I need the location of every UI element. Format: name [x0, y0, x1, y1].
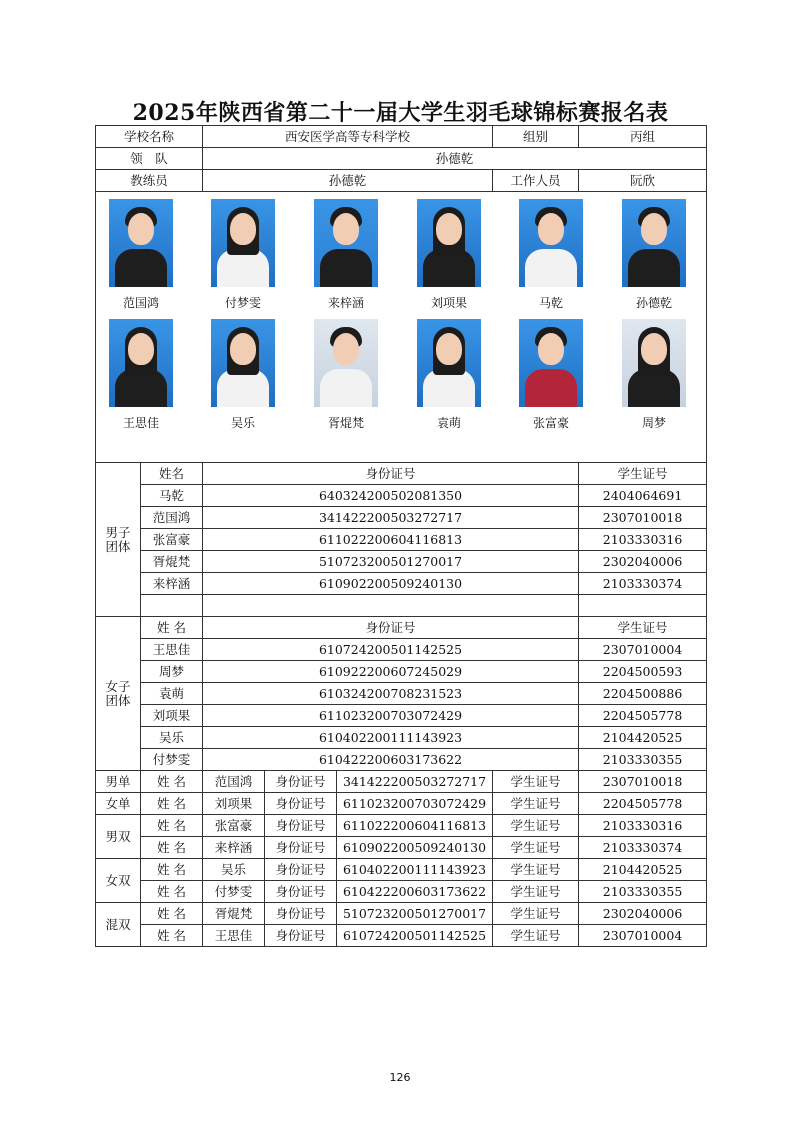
event-row	[96, 815, 707, 837]
sid-label: 学生证号	[493, 925, 579, 947]
event-id: 341422200503272717	[337, 771, 493, 793]
event-label: 女双	[96, 859, 141, 903]
women-team-header-row	[96, 617, 707, 639]
women-id: 610402200111143923	[203, 727, 579, 749]
event-label: 女单	[96, 793, 141, 815]
id-label: 身份证号	[265, 903, 337, 925]
table-row	[96, 485, 707, 507]
women-sid: 2204500886	[579, 683, 707, 705]
registration-table	[95, 125, 707, 947]
event-sid: 2307010018	[579, 771, 707, 793]
event-sid: 2204505778	[579, 793, 707, 815]
event-row	[96, 837, 707, 859]
photo-grid	[96, 192, 707, 462]
women-name: 王思佳	[141, 639, 203, 661]
portrait-photo	[622, 319, 686, 407]
events-section	[96, 771, 707, 947]
photo-card	[101, 319, 181, 430]
event-id: 610902200509240130	[337, 837, 493, 859]
men-name: 马乾	[141, 485, 203, 507]
table-row	[96, 507, 707, 529]
photo-name: 范国鸿	[122, 296, 159, 310]
photo-card	[614, 319, 694, 430]
name-label: 姓 名	[141, 859, 203, 881]
men-sid: 2302040006	[579, 551, 707, 573]
men-name: 张富豪	[141, 529, 203, 551]
men-id: 510723200501270017	[203, 551, 579, 573]
table-row	[96, 683, 707, 705]
event-name: 胥焜梵	[203, 903, 265, 925]
sid-label: 学生证号	[493, 881, 579, 903]
table-row	[96, 551, 707, 573]
portrait-photo	[211, 199, 275, 287]
table-row	[96, 749, 707, 771]
portrait-photo	[519, 199, 583, 287]
portrait-photo	[109, 319, 173, 407]
event-sid: 2302040006	[579, 903, 707, 925]
portrait-photo	[211, 319, 275, 407]
women-id: 610324200708231523	[203, 683, 579, 705]
portrait-photo	[109, 199, 173, 287]
table-row	[96, 661, 707, 683]
school-value: 西安医学高等专科学校	[203, 126, 493, 148]
portrait-photo	[519, 319, 583, 407]
photo-name: 王思佳	[122, 416, 159, 430]
event-id: 610402200111143923	[337, 859, 493, 881]
staff-label: 工作人员	[493, 170, 579, 192]
women-sid: 2103330355	[579, 749, 707, 771]
men-sid: 2307010018	[579, 507, 707, 529]
event-sid: 2103330355	[579, 881, 707, 903]
event-row	[96, 903, 707, 925]
table-row	[96, 573, 707, 595]
table-row	[96, 705, 707, 727]
women-name: 吴乐	[141, 727, 203, 749]
men-name: 范国鸿	[141, 507, 203, 529]
photo-row	[96, 192, 707, 463]
photo-card	[203, 199, 283, 310]
women-sid: 2204505778	[579, 705, 707, 727]
name-label: 姓 名	[141, 837, 203, 859]
event-name: 张富豪	[203, 815, 265, 837]
event-row	[96, 859, 707, 881]
event-row	[96, 881, 707, 903]
men-sid: 2103330374	[579, 573, 707, 595]
event-row	[96, 771, 707, 793]
photo-card	[409, 199, 489, 310]
leader-value: 孙德乾	[203, 148, 707, 170]
women-name: 袁萌	[141, 683, 203, 705]
id-label: 身份证号	[265, 815, 337, 837]
men-id: 611022200604116813	[203, 529, 579, 551]
women-sid: 2307010004	[579, 639, 707, 661]
photo-name: 刘项果	[430, 296, 467, 310]
event-label: 男单	[96, 771, 141, 793]
empty-cell	[141, 595, 203, 617]
sid-label: 学生证号	[493, 837, 579, 859]
event-id: 610422200603173622	[337, 881, 493, 903]
sid-label: 学生证号	[493, 859, 579, 881]
event-id: 611022200604116813	[337, 815, 493, 837]
men-header-id: 身份证号	[203, 463, 579, 485]
staff-value: 阮欣	[579, 170, 707, 192]
id-label: 身份证号	[265, 881, 337, 903]
women-id: 610724200501142525	[203, 639, 579, 661]
men-sid: 2103330316	[579, 529, 707, 551]
event-sid: 2103330374	[579, 837, 707, 859]
event-label: 混双	[96, 903, 141, 947]
coach-row	[96, 170, 707, 192]
name-label: 姓 名	[141, 793, 203, 815]
women-sid: 2204500593	[579, 661, 707, 683]
men-header-name: 姓名	[141, 463, 203, 485]
event-row	[96, 925, 707, 947]
photo-card	[511, 319, 591, 430]
men-team-header-row	[96, 463, 707, 485]
leader-label: 领 队	[96, 148, 203, 170]
page-number: 126	[389, 1071, 411, 1084]
coach-label: 教练员	[96, 170, 203, 192]
event-id: 610724200501142525	[337, 925, 493, 947]
women-name: 付梦雯	[141, 749, 203, 771]
portrait-photo	[314, 199, 378, 287]
photo-cell	[96, 192, 707, 463]
men-name: 胥焜梵	[141, 551, 203, 573]
portrait-photo	[314, 319, 378, 407]
women-header-name: 姓 名	[141, 617, 203, 639]
event-id: 611023200703072429	[337, 793, 493, 815]
women-name: 周梦	[141, 661, 203, 683]
event-sid: 2307010004	[579, 925, 707, 947]
table-row-empty	[96, 595, 707, 617]
id-label: 身份证号	[265, 771, 337, 793]
id-label: 身份证号	[265, 925, 337, 947]
men-header-sid: 学生证号	[579, 463, 707, 485]
event-name: 付梦雯	[203, 881, 265, 903]
id-label: 身份证号	[265, 859, 337, 881]
leader-row	[96, 148, 707, 170]
name-label: 姓 名	[141, 881, 203, 903]
women-id: 610922200607245029	[203, 661, 579, 683]
id-label: 身份证号	[265, 837, 337, 859]
table-row	[96, 639, 707, 661]
women-header-sid: 学生证号	[579, 617, 707, 639]
women-name: 刘项果	[141, 705, 203, 727]
photo-name: 孙德乾	[635, 296, 672, 310]
photo-name: 胥焜梵	[327, 416, 364, 430]
women-id: 611023200703072429	[203, 705, 579, 727]
sid-label: 学生证号	[493, 793, 579, 815]
school-row	[96, 126, 707, 148]
photo-card	[409, 319, 489, 430]
event-row	[96, 793, 707, 815]
men-name: 来梓涵	[141, 573, 203, 595]
photo-name: 马乾	[538, 296, 563, 310]
event-label: 男双	[96, 815, 141, 859]
event-name: 刘项果	[203, 793, 265, 815]
empty-cell	[579, 595, 707, 617]
table-row	[96, 529, 707, 551]
portrait-photo	[417, 199, 481, 287]
photo-card	[306, 319, 386, 430]
men-id: 610902200509240130	[203, 573, 579, 595]
sid-label: 学生证号	[493, 903, 579, 925]
photo-card	[203, 319, 283, 430]
event-name: 来梓涵	[203, 837, 265, 859]
event-sid: 2103330316	[579, 815, 707, 837]
sid-label: 学生证号	[493, 771, 579, 793]
women-sid: 2104420525	[579, 727, 707, 749]
photo-name: 张富豪	[532, 416, 569, 430]
event-id: 510723200501270017	[337, 903, 493, 925]
women-team-label-text: 女子团体	[105, 678, 131, 708]
photo-name: 付梦雯	[224, 296, 261, 310]
men-id: 341422200503272717	[203, 507, 579, 529]
men-sid: 2404064691	[579, 485, 707, 507]
group-value: 丙组	[579, 126, 707, 148]
event-name: 范国鸿	[203, 771, 265, 793]
men-id: 640324200502081350	[203, 485, 579, 507]
form-title: 2025年陕西省第二十一届大学生羽毛球锦标赛报名表	[132, 100, 669, 126]
name-label: 姓 名	[141, 815, 203, 837]
id-label: 身份证号	[265, 793, 337, 815]
photo-name: 来梓涵	[327, 296, 364, 310]
event-name: 吴乐	[203, 859, 265, 881]
event-sid: 2104420525	[579, 859, 707, 881]
women-header-id: 身份证号	[203, 617, 579, 639]
empty-cell	[203, 595, 579, 617]
photo-name: 周梦	[641, 416, 666, 430]
men-team-label-text: 男子团体	[105, 524, 131, 554]
sid-label: 学生证号	[493, 815, 579, 837]
event-name: 王思佳	[203, 925, 265, 947]
women-team-label	[96, 617, 141, 771]
photo-name: 吴乐	[230, 416, 255, 430]
men-team-label	[96, 463, 141, 617]
coach-value: 孙德乾	[203, 170, 493, 192]
photo-card	[511, 199, 591, 310]
name-label: 姓 名	[141, 903, 203, 925]
school-label: 学校名称	[96, 126, 203, 148]
portrait-photo	[417, 319, 481, 407]
photo-card	[614, 199, 694, 310]
portrait-photo	[622, 199, 686, 287]
name-label: 姓 名	[141, 925, 203, 947]
photo-card	[306, 199, 386, 310]
name-label: 姓 名	[141, 771, 203, 793]
table-row	[96, 727, 707, 749]
photo-card	[101, 199, 181, 310]
photo-name: 袁萌	[436, 416, 461, 430]
group-label: 组别	[493, 126, 579, 148]
women-id: 610422200603173622	[203, 749, 579, 771]
